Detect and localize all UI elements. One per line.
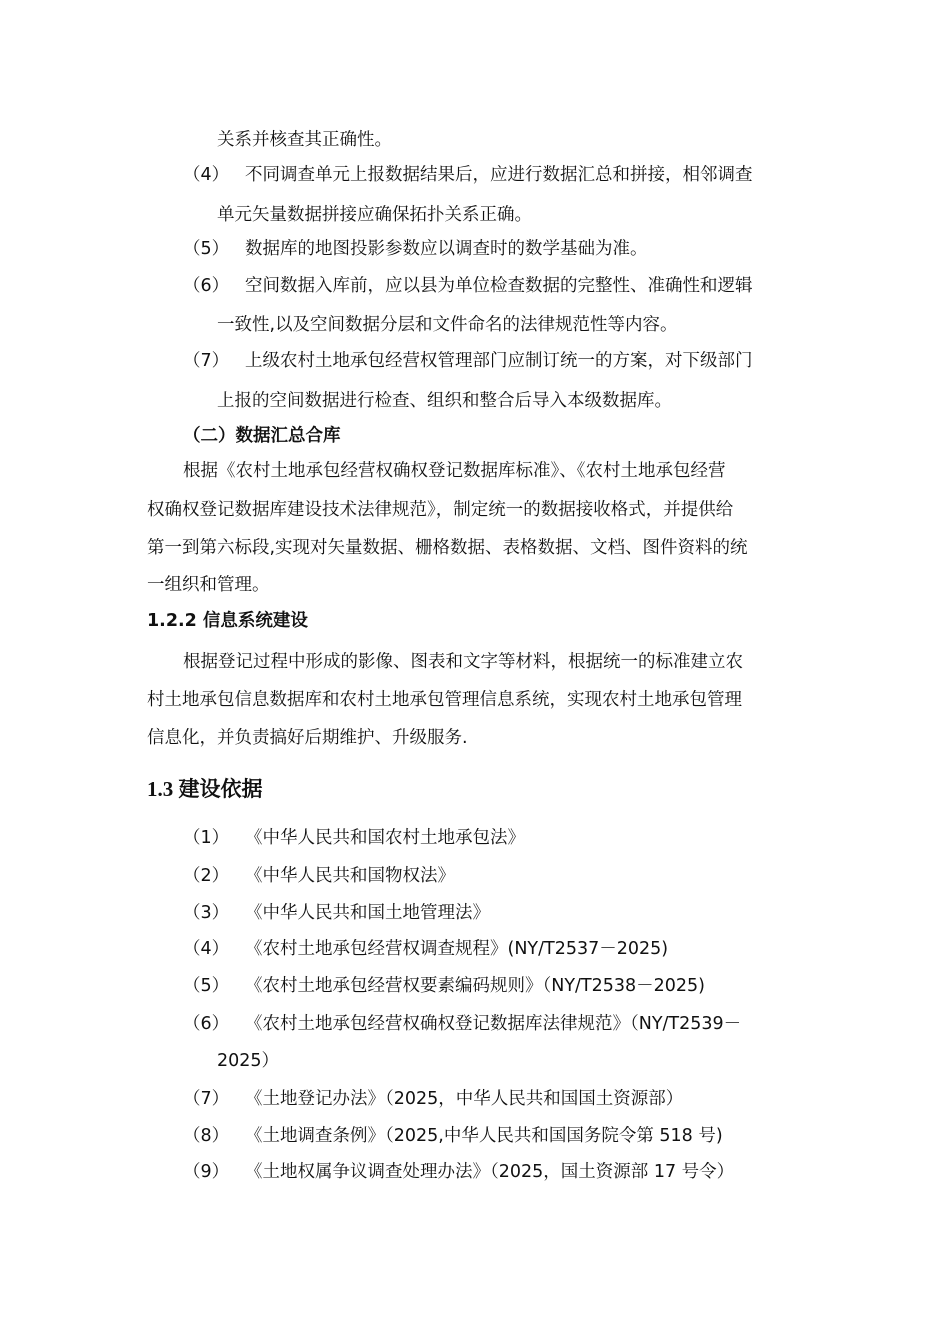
list-number: （8） bbox=[183, 1126, 230, 1146]
list-number: （1） bbox=[183, 828, 230, 848]
basis-item bbox=[183, 901, 490, 925]
list-number: （6） bbox=[183, 276, 230, 296]
paragraph-line: 权确权登记数据库建设技术法律规范》，制定统一的数据接收格式，并提供给 bbox=[147, 500, 734, 520]
list-number: （7） bbox=[183, 351, 230, 371]
list-text: 《农村土地承包经营权调查规程》(NY/T2537－2025) bbox=[245, 939, 669, 959]
list-number: （5） bbox=[183, 976, 230, 996]
basis-item bbox=[183, 1124, 723, 1148]
list-text: 《中华人民共和国农村土地承包法》 bbox=[245, 828, 525, 848]
list-text: 《土地权属争议调查处理办法》（2025，国土资源部 17 号令） bbox=[245, 1162, 735, 1182]
section-heading-1-2-2: 1.2.2 信息系统建设 bbox=[147, 611, 308, 631]
list-number: （2） bbox=[183, 866, 230, 886]
paragraph-line: 根据登记过程中形成的影像、图表和文字等材料，根据统一的标准建立农 bbox=[183, 652, 743, 672]
list-item-6 bbox=[183, 274, 753, 298]
list-text: 《农村土地承包经营权要素编码规则》（NY/T2538－2025) bbox=[245, 976, 706, 996]
list-number: （5） bbox=[183, 239, 230, 259]
basis-item bbox=[183, 1087, 683, 1111]
list-number: （3） bbox=[183, 903, 230, 923]
list-number: （7） bbox=[183, 1089, 230, 1109]
paragraph-line: 一组织和管理。 bbox=[147, 575, 270, 595]
list-item-5 bbox=[183, 237, 648, 261]
list-number: （9） bbox=[183, 1162, 230, 1182]
list-item-4-line2: 单元矢量数据拼接应确保拓扑关系正确。 bbox=[217, 205, 532, 225]
list-number: （4） bbox=[183, 165, 230, 185]
list-number: （4） bbox=[183, 939, 230, 959]
list-text: 《土地调查条例》（2025,中华人民共和国国务院令第 518 号) bbox=[245, 1126, 723, 1146]
paragraph-line: 根据《农村土地承包经营权确权登记数据库标准》、《农村土地承包经营 bbox=[183, 461, 726, 481]
paragraph-line: 信息化，并负责搞好后期维护、升级服务. bbox=[147, 728, 468, 748]
basis-item bbox=[183, 1012, 741, 1036]
basis-item bbox=[183, 826, 525, 850]
basis-item-continuation: 2025） bbox=[217, 1051, 280, 1071]
list-text: 《中华人民共和国物权法》 bbox=[245, 866, 455, 886]
list-text: 《土地登记办法》（2025，中华人民共和国国土资源部） bbox=[245, 1089, 684, 1109]
list-item-3-continuation: 关系并核查其正确性。 bbox=[217, 130, 392, 150]
basis-item bbox=[183, 1160, 734, 1184]
list-item-6-line2: 一致性,以及空间数据分层和文件命名的法律规范性等内容。 bbox=[217, 315, 678, 335]
list-number: （6） bbox=[183, 1014, 230, 1034]
basis-item bbox=[183, 864, 455, 888]
list-text: 数据库的地图投影参数应以调查时的数学基础为准。 bbox=[245, 239, 648, 259]
list-text: 《农村土地承包经营权确权登记数据库法律规范》（NY/T2539－ bbox=[245, 1014, 742, 1034]
list-item-4 bbox=[183, 163, 753, 187]
section-heading-data-merge: （二）数据汇总合库 bbox=[183, 426, 341, 446]
paragraph-line: 村土地承包信息数据库和农村土地承包管理信息系统，实现农村土地承包管理 bbox=[147, 690, 742, 710]
list-text: 《中华人民共和国土地管理法》 bbox=[245, 903, 490, 923]
list-text: 上级农村土地承包经营权管理部门应制订统一的方案，对下级部门 bbox=[245, 351, 753, 371]
basis-item bbox=[183, 974, 705, 998]
list-text: 不同调查单元上报数据结果后，应进行数据汇总和拼接，相邻调查 bbox=[245, 165, 753, 185]
list-item-7-line2: 上报的空间数据进行检查、组织和整合后导入本级数据库。 bbox=[217, 391, 672, 411]
basis-item bbox=[183, 937, 668, 961]
paragraph-line: 第一到第六标段,实现对矢量数据、栅格数据、表格数据、文档、图件资料的统 bbox=[147, 538, 748, 558]
section-heading-1-3: 1.3 建设依据 bbox=[147, 777, 263, 801]
list-item-7 bbox=[183, 349, 753, 373]
list-text: 空间数据入库前，应以县为单位检查数据的完整性、准确性和逻辑 bbox=[245, 276, 753, 296]
